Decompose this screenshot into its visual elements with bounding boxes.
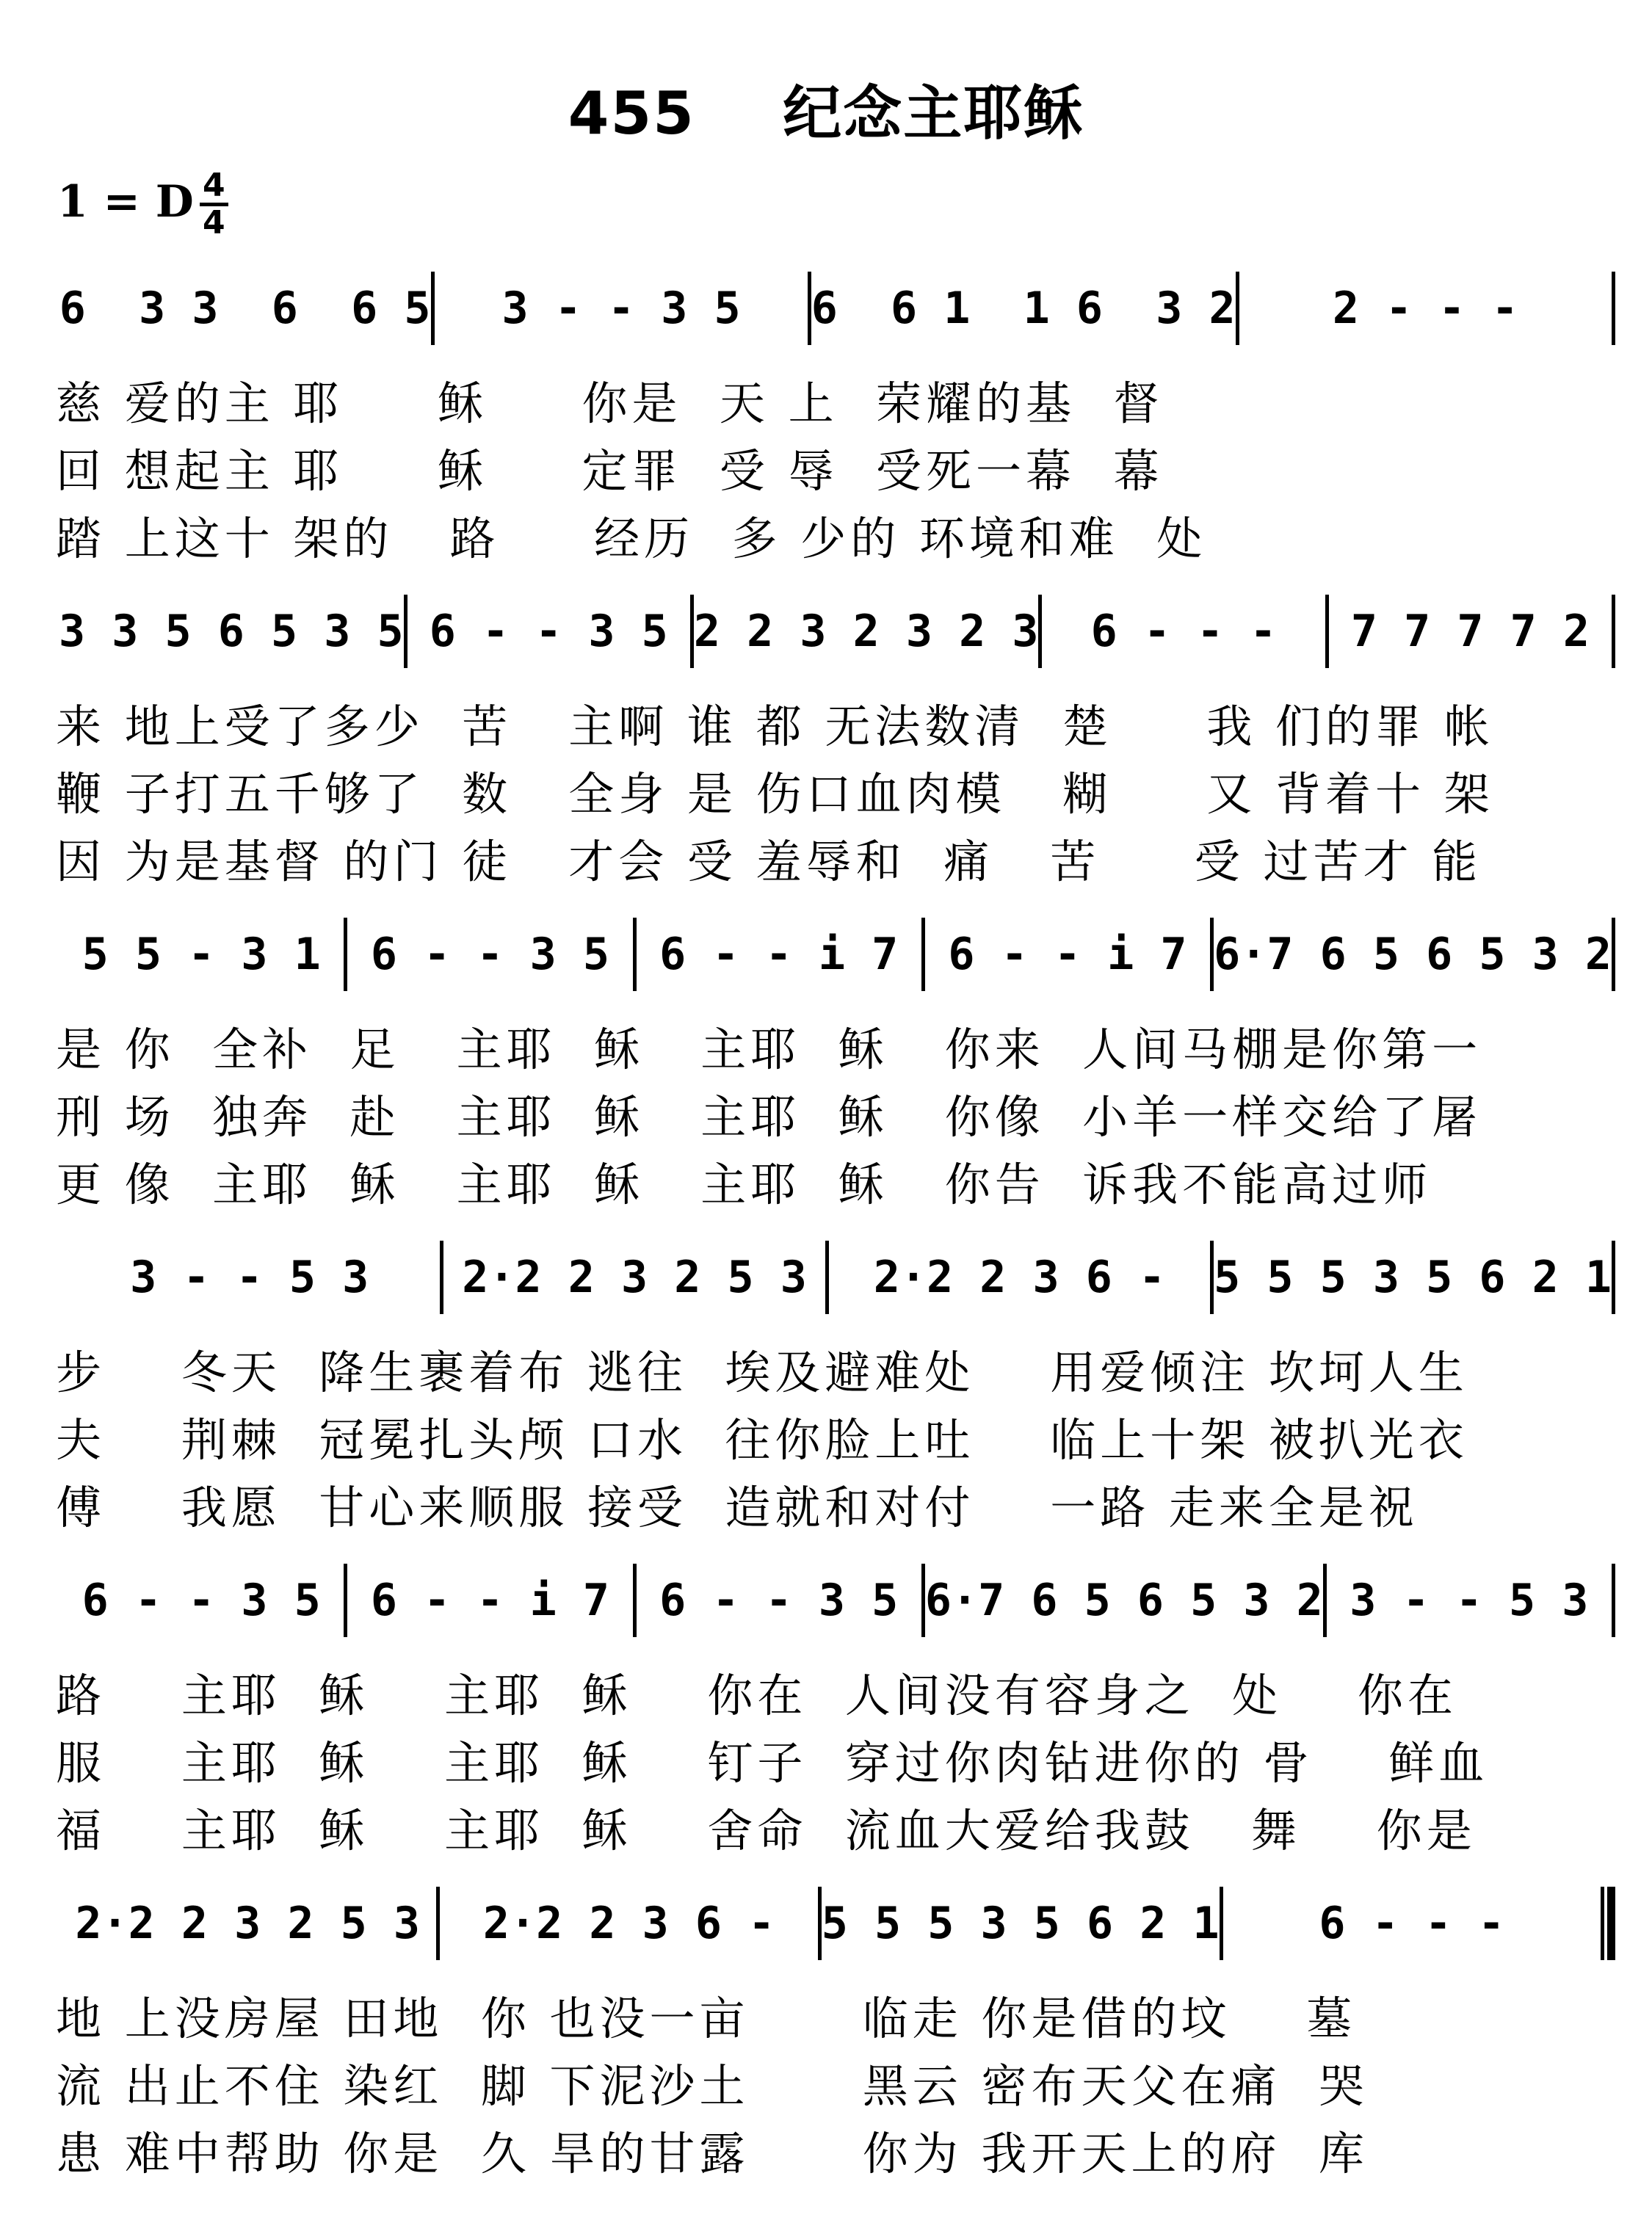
- final-barline: [1601, 1887, 1615, 1960]
- measure: 3 3 5 6 5 3 5: [59, 606, 404, 657]
- notation-line: [59, 264, 1615, 352]
- lyric-line-verse-2: 回 想起主 耶 稣 定罪 受 辱 受死一幕 幕: [56, 444, 1164, 498]
- lyric-line-verse-2: 鞭 子打五千够了 数 全身 是 伤口血肉模 糊 又 背着十 架: [56, 767, 1494, 821]
- measure: 6 - - i 7: [948, 929, 1187, 980]
- lyric-line-verse-1: 慈 爱的主 耶 稣 你是 天 上 荣耀的基 督: [56, 377, 1164, 430]
- lyric-line-verse-1: 步 冬天 降生裹着布 逃往 埃及避难处 用爱倾注 坎坷人生: [56, 1346, 1468, 1399]
- measure: 2 2 3 2 3 2 3: [693, 606, 1039, 657]
- measure: 5 5 5 3 5 6 2 1: [821, 1898, 1220, 1949]
- measure: 2·2 2 3 6 -: [482, 1898, 775, 1949]
- barline: [1612, 272, 1615, 345]
- measure: 6 - - 3 5: [429, 606, 668, 657]
- lyric-line-verse-1: 是 你 全补 足 主耶 稣 主耶 稣 你来 人间马棚是你第一: [56, 1023, 1482, 1076]
- lyric-line-verse-3: 福 主耶 稣 主耶 稣 舍命 流血大爱给我鼓 舞 你是: [56, 1804, 1477, 1857]
- lyric-line-verse-1: 地 上没房屋 田地 你 也没一亩 临走 你是借的坟 墓: [56, 1992, 1357, 2045]
- measure: 6 - - i 7: [370, 1575, 609, 1626]
- measure: 6·7 6 5 6 5 3 2: [1214, 929, 1612, 980]
- lyric-line-verse-2: 刑 场 独奔 赴 主耶 稣 主耶 稣 你像 小羊一样交给了屠: [56, 1090, 1482, 1144]
- song-title: 455 纪念主耶稣: [568, 79, 1084, 148]
- lyric-line-verse-3: 患 难中帮助 你是 久 旱的甘露 你为 我开天上的府 库: [56, 2127, 1369, 2180]
- measure: 7 7 7 7 2: [1350, 606, 1590, 657]
- measure: 6 6 1 1 6 3 2: [811, 283, 1236, 334]
- time-signature-top: 4: [200, 169, 228, 206]
- measure: 2·2 2 3 2 5 3: [462, 1252, 807, 1303]
- lyric-line-verse-3: 更 像 主耶 稣 主耶 稣 主耶 稣 你告 诉我不能高过师: [56, 1158, 1432, 1211]
- notation-line: [59, 587, 1615, 675]
- measure: 3 - - 3 5: [501, 283, 741, 334]
- measure: 6 - - i 7: [659, 929, 899, 980]
- lyric-line-verse-3: 因 为是基督 的门 徒 才会 受 羞辱和 痛 苦 受 过苦才 能: [56, 835, 1482, 888]
- barline: [1612, 1564, 1615, 1637]
- measure: 3 - - 5 3: [130, 1252, 369, 1303]
- measure: 3 - - 5 3: [1350, 1575, 1589, 1626]
- measure: 6·7 6 5 6 5 3 2: [924, 1575, 1323, 1626]
- measure: 6 3 3 6 6 5: [59, 283, 431, 334]
- lyric-line-verse-1: 路 主耶 稣 主耶 稣 你在 人间没有容身之 处 你在: [56, 1669, 1457, 1722]
- lyric-line-verse-2: 流 出止不住 染红 脚 下泥沙土 黑云 密布天父在痛 哭: [56, 2059, 1369, 2113]
- notation-line: [59, 910, 1615, 998]
- measure: 2·2 2 3 6 -: [873, 1252, 1166, 1303]
- time-signature-bottom: 4: [203, 204, 225, 242]
- lyric-line-verse-2: 夫 荆棘 冠冕扎头颅 口水 往你脸上吐 临上十架 被扒光衣: [56, 1413, 1468, 1467]
- measure: 6 - - -: [1319, 1898, 1505, 1949]
- key-signature: 1 = D: [57, 176, 194, 228]
- lyric-line-verse-3: 傅 我愿 甘心来顺服 接受 造就和对付 一路 走来全是祝: [56, 1481, 1419, 1534]
- barline: [1612, 595, 1615, 668]
- measure: 2·2 2 3 2 5 3: [75, 1898, 420, 1949]
- lyric-line-verse-3: 踏 上这十 架的 路 经历 多 少的 环境和难 处: [56, 512, 1207, 565]
- lyric-line-verse-2: 服 主耶 稣 主耶 稣 钉子 穿过你肉钻进你的 骨 鲜血: [56, 1736, 1489, 1790]
- notation-line: [59, 1556, 1615, 1644]
- time-signature: [200, 169, 228, 240]
- notation-line: [59, 1879, 1615, 1967]
- barline: [1612, 918, 1615, 991]
- measure: 2 - - -: [1332, 283, 1518, 334]
- measure: 6 - - 3 5: [659, 1575, 899, 1626]
- measure: 6 - - -: [1090, 606, 1277, 657]
- notation-line: [59, 1233, 1615, 1321]
- measure: 6 - - 3 5: [81, 1575, 321, 1626]
- measure: 6 - - 3 5: [370, 929, 609, 980]
- lyric-line-verse-1: 来 地上受了多少 苦 主啊 谁 都 无法数清 楚 我 们的罪 帐: [56, 700, 1494, 753]
- measure: 5 5 5 3 5 6 2 1: [1214, 1252, 1612, 1303]
- barline: [1612, 1241, 1615, 1314]
- measure: 5 5 - 3 1: [81, 929, 321, 980]
